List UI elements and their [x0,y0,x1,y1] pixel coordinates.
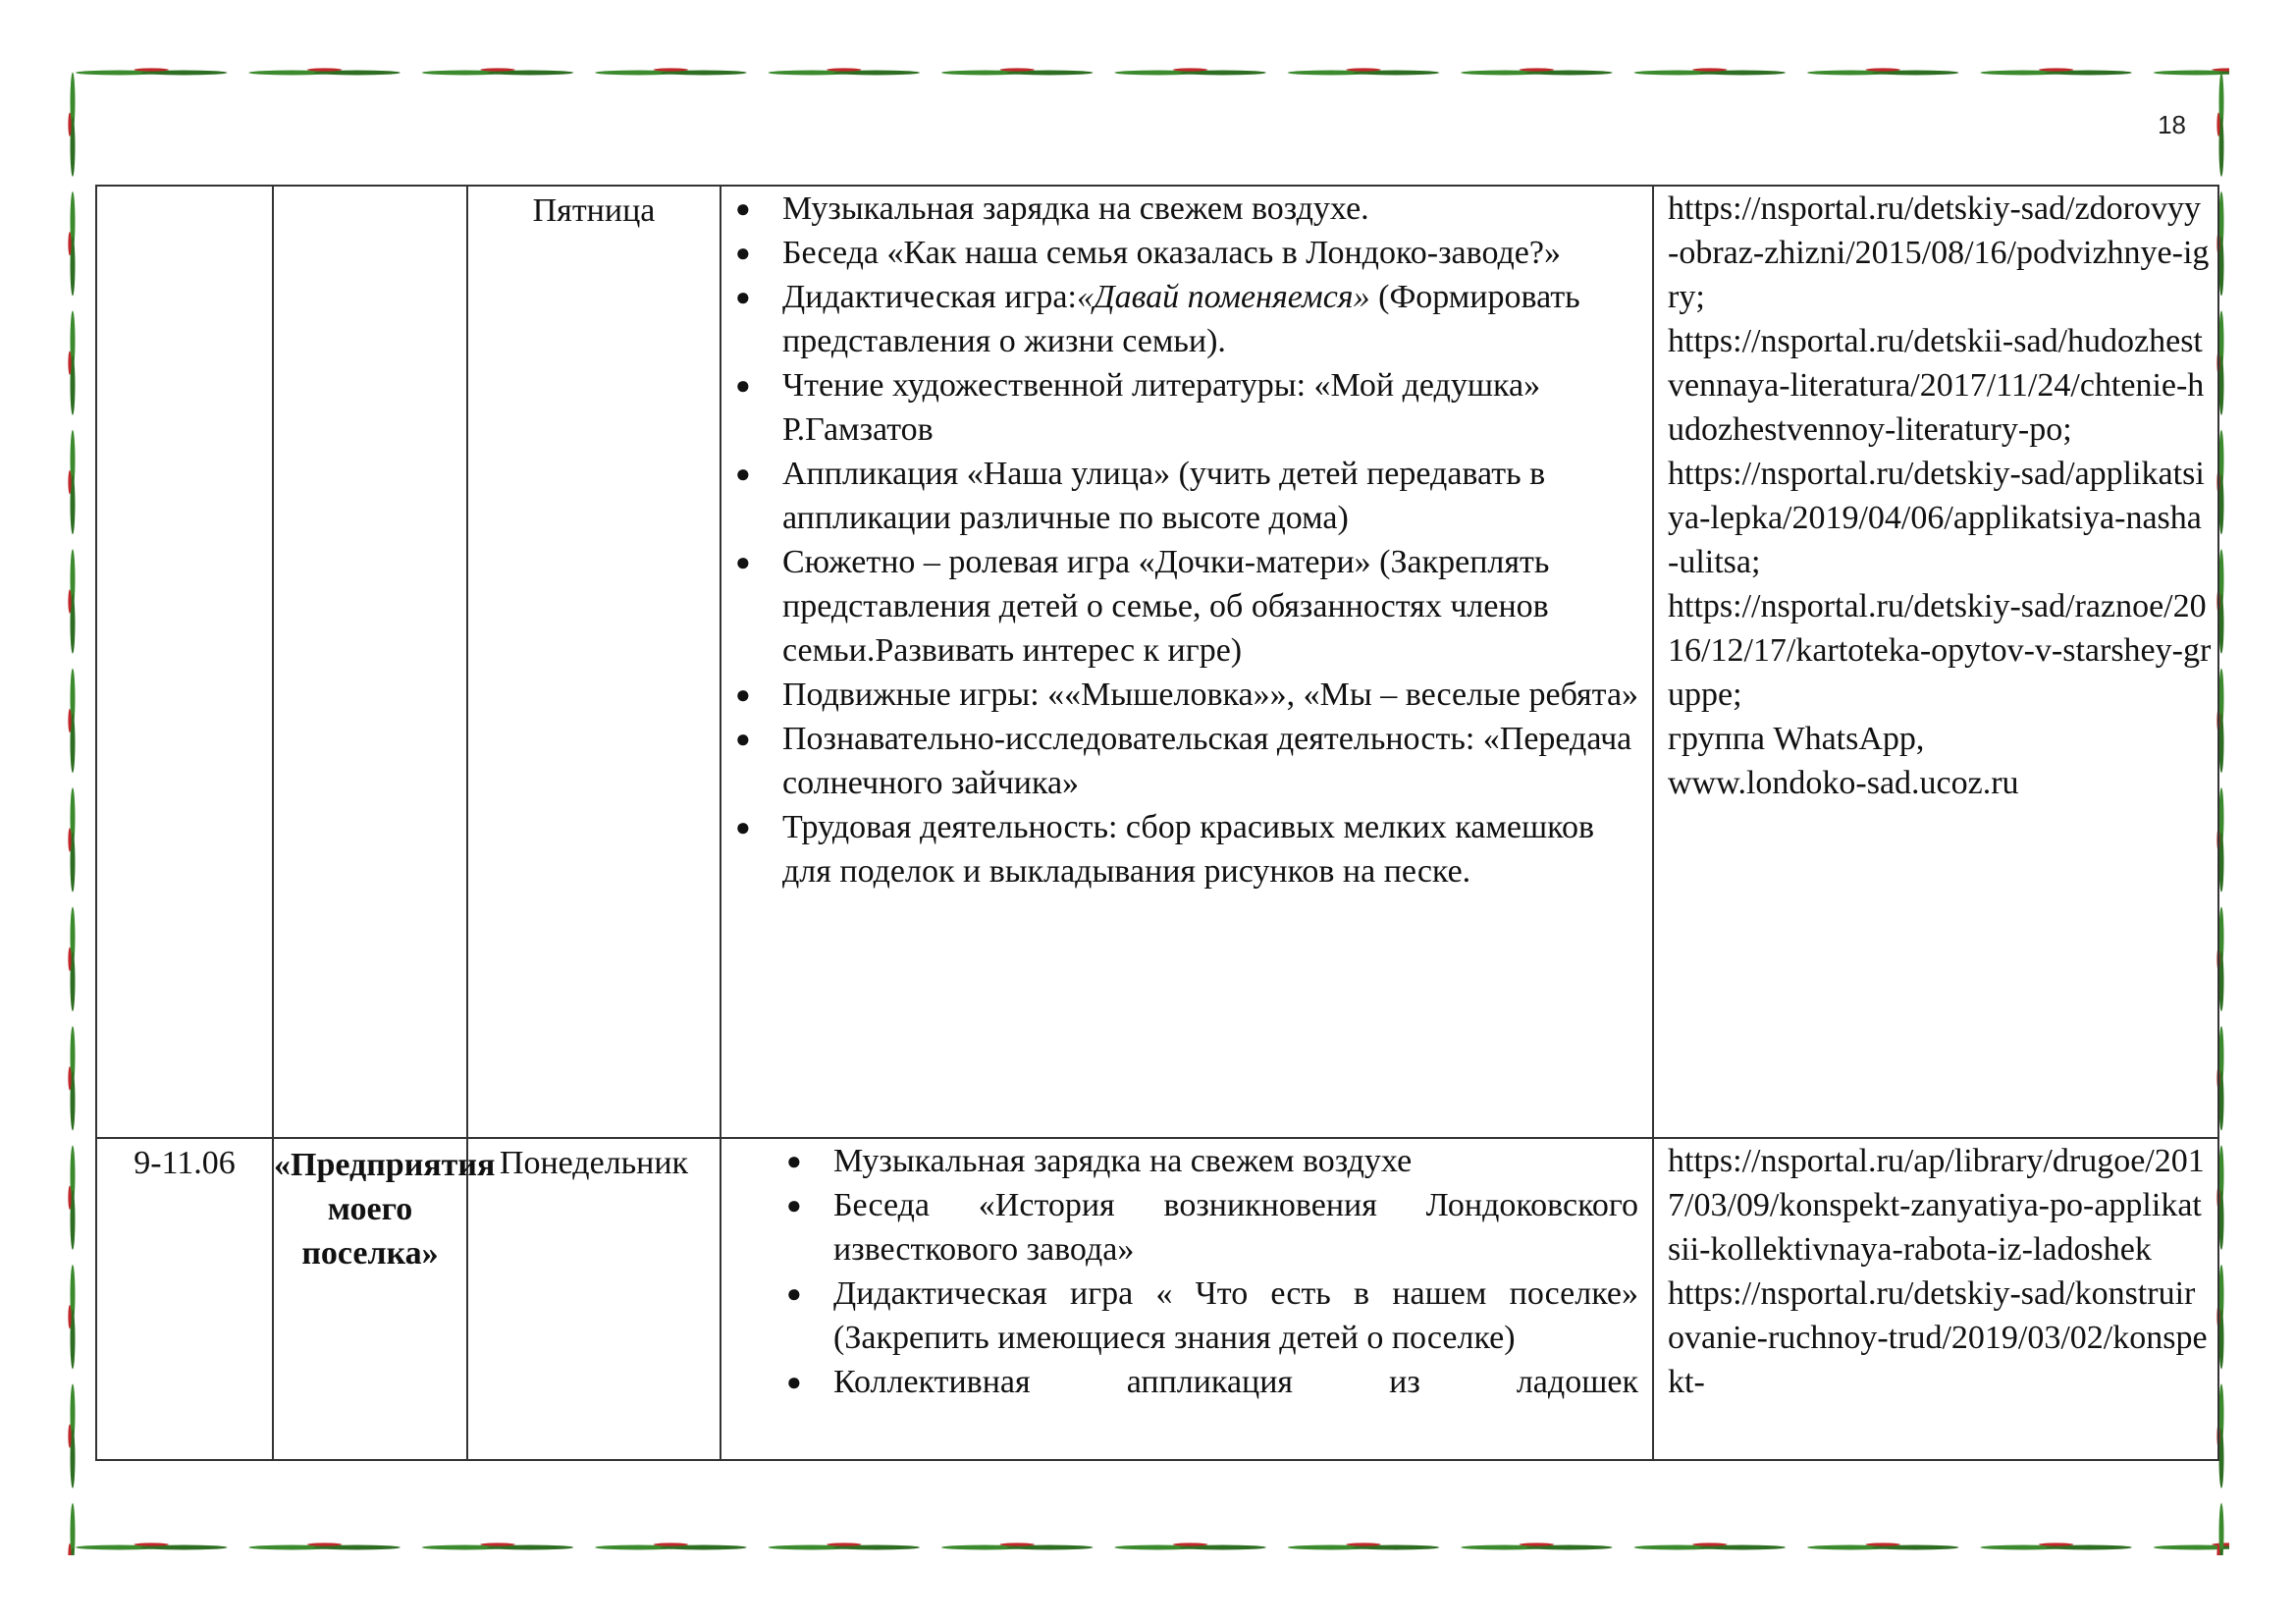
bullet-icon: ● [735,283,751,311]
list-item: ● Трудовая деятельность: сбор красивых мелких камешков для поделок и выкладывания рисунков на песке. [721,805,1652,893]
list-item: ● Беседа «История возникновения Лондоковского известкового завода» [721,1183,1652,1272]
theme-cell: «Предприятия моего поселка» [273,1138,467,1460]
list-item: ● Сюжетно – ролевая игра «Дочки-матери» (Закреплять представления детей о семье, об обязанностях членов семьи.Развивать интерес к игре) [721,540,1652,673]
bullet-icon: ● [735,680,751,709]
list-item: ● Чтение художественной литературы: «Мой дедушка» Р.Гамзатов [721,363,1652,452]
bullet-icon: ● [735,725,751,753]
table-row [96,1138,2218,1460]
list-item: ● Беседа «Как наша семья оказалась в Лондоко-заводе?» [721,231,1652,275]
links-cell [1653,1138,2218,1460]
activities-list [721,1139,1652,1404]
bullet-icon: ● [786,1147,802,1175]
plan-table [95,185,2219,1461]
bullet-icon: ● [735,194,751,223]
bullet-icon: ● [735,813,751,841]
resource-link[interactable]: https://nsportal.ru/detskii-sad/hudozhestvennaya-literatura/2017/11/24/chtenie-hudozhestvennoy-literatury-po; [1668,323,2205,448]
activities-list [721,187,1652,893]
table-row [96,186,2218,1138]
resource-link[interactable]: https://nsportal.ru/detskiy-sad/zdorovyy-obraz-zhizni/2015/08/16/podvizhnye-igry; [1668,190,2210,315]
page-number: 18 [2158,110,2186,139]
activities-cell [721,1138,1653,1460]
day-cell: Пятница [467,186,721,1138]
date-cell: 9-11.06 [96,1138,273,1460]
theme-cell [273,186,467,1138]
holly-border-left [65,65,80,1555]
list-item: ● Дидактическая игра:«Давай поменяемся» (Формировать представления о жизни семьи). [721,275,1652,363]
links-cell [1653,186,2218,1138]
list-item: ● Аппликация «Наша улица» (учить детей передавать в аппликации различные по высоте дома) [721,452,1652,540]
resource-link[interactable]: https://nsportal.ru/detskiy-sad/raznoe/2016/12/17/kartoteka-opytov-v-starshey-gruppe; [1668,588,2212,713]
date-cell [96,186,273,1138]
list-item: ● Музыкальная зарядка на свежем воздухе [721,1139,1652,1183]
list-item: ● Музыкальная зарядка на свежем воздухе. [721,187,1652,231]
day-cell: Понедельник [467,1138,721,1460]
holly-border-top [65,65,2229,81]
list-item: ● Подвижные игры: ««Мышеловка»», «Мы – веселые ребята» [721,673,1652,717]
bullet-icon: ● [735,239,751,267]
resource-link[interactable]: https://nsportal.ru/detskiy-sad/konstruirovanie-ruchnoy-trud/2019/03/02/konspekt- [1668,1275,2208,1400]
resource-link[interactable]: www.londoko-sad.ucoz.ru [1668,765,2019,801]
resource-link[interactable]: https://nsportal.ru/detskiy-sad/applikatsiya-lepka/2019/04/06/applikatsiya-nasha-ulitsa; [1668,456,2205,580]
list-item: ● Коллективная аппликация из ладошек [721,1360,1652,1404]
activities-cell [721,186,1653,1138]
bullet-icon: ● [786,1191,802,1219]
resource-note: группа WhatsApp, [1668,721,1925,757]
bullet-icon: ● [735,548,751,576]
holly-border-bottom [65,1540,2229,1555]
list-item: ● Дидактическая игра « Что есть в нашем поселке» (Закрепить имеющиеся знания детей о поселке) [721,1272,1652,1360]
bullet-icon: ● [735,371,751,400]
resource-link[interactable]: https://nsportal.ru/ap/library/drugoe/2017/03/09/konspekt-zanyatiya-po-applikatsii-kollektivnaya-rabota-iz-ladoshek [1668,1143,2205,1268]
bullet-icon: ● [786,1279,802,1308]
bullet-icon: ● [786,1368,802,1396]
bullet-icon: ● [735,460,751,488]
list-item: ● Познавательно-исследовательская деятельность: «Передача солнечного зайчика» [721,717,1652,805]
